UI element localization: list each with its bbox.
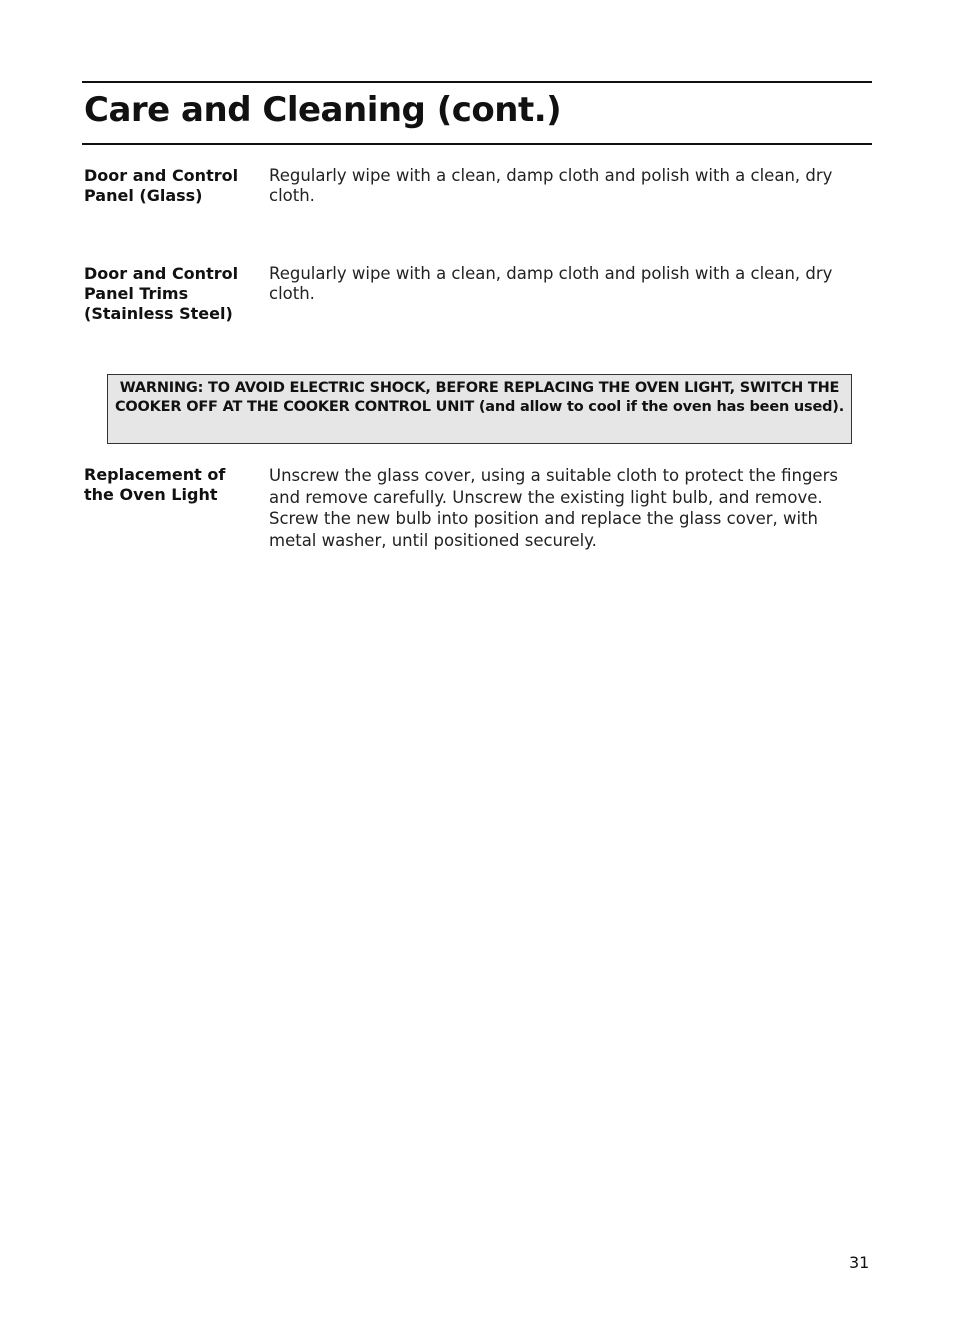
title-bottom-rule [82,143,872,145]
section-label: Door and Control Panel (Glass) [84,166,239,205]
section-label: Door and Control Panel Trims (Stainless Steel) [84,264,239,323]
page-number: 31 [849,1253,870,1272]
page-title: Care and Cleaning (cont.) [84,90,562,130]
title-top-rule [82,81,872,83]
section-body: Unscrew the glass cover, using a suitable cloth to protect the fingers and remove carefully. Unscrew the existing light bulb, and remove. Screw the new bulb into position and replace the glass cover, with metal washer, until positioned securely. [269,466,838,551]
warning-box: WARNING: TO AVOID ELECTRIC SHOCK, BEFORE REPLACING THE OVEN LIGHT, SWITCH THE COOKER OFF AT THE COOKER CONTROL UNIT (and allow to cool if the oven has been used). [107,374,852,444]
section-body: Regularly wipe with a clean, damp cloth and polish with a clean, dry cloth. [269,264,833,303]
section-body: Regularly wipe with a clean, damp cloth and polish with a clean, dry cloth. [269,166,833,205]
section-label: Replacement of the Oven Light [84,465,226,504]
